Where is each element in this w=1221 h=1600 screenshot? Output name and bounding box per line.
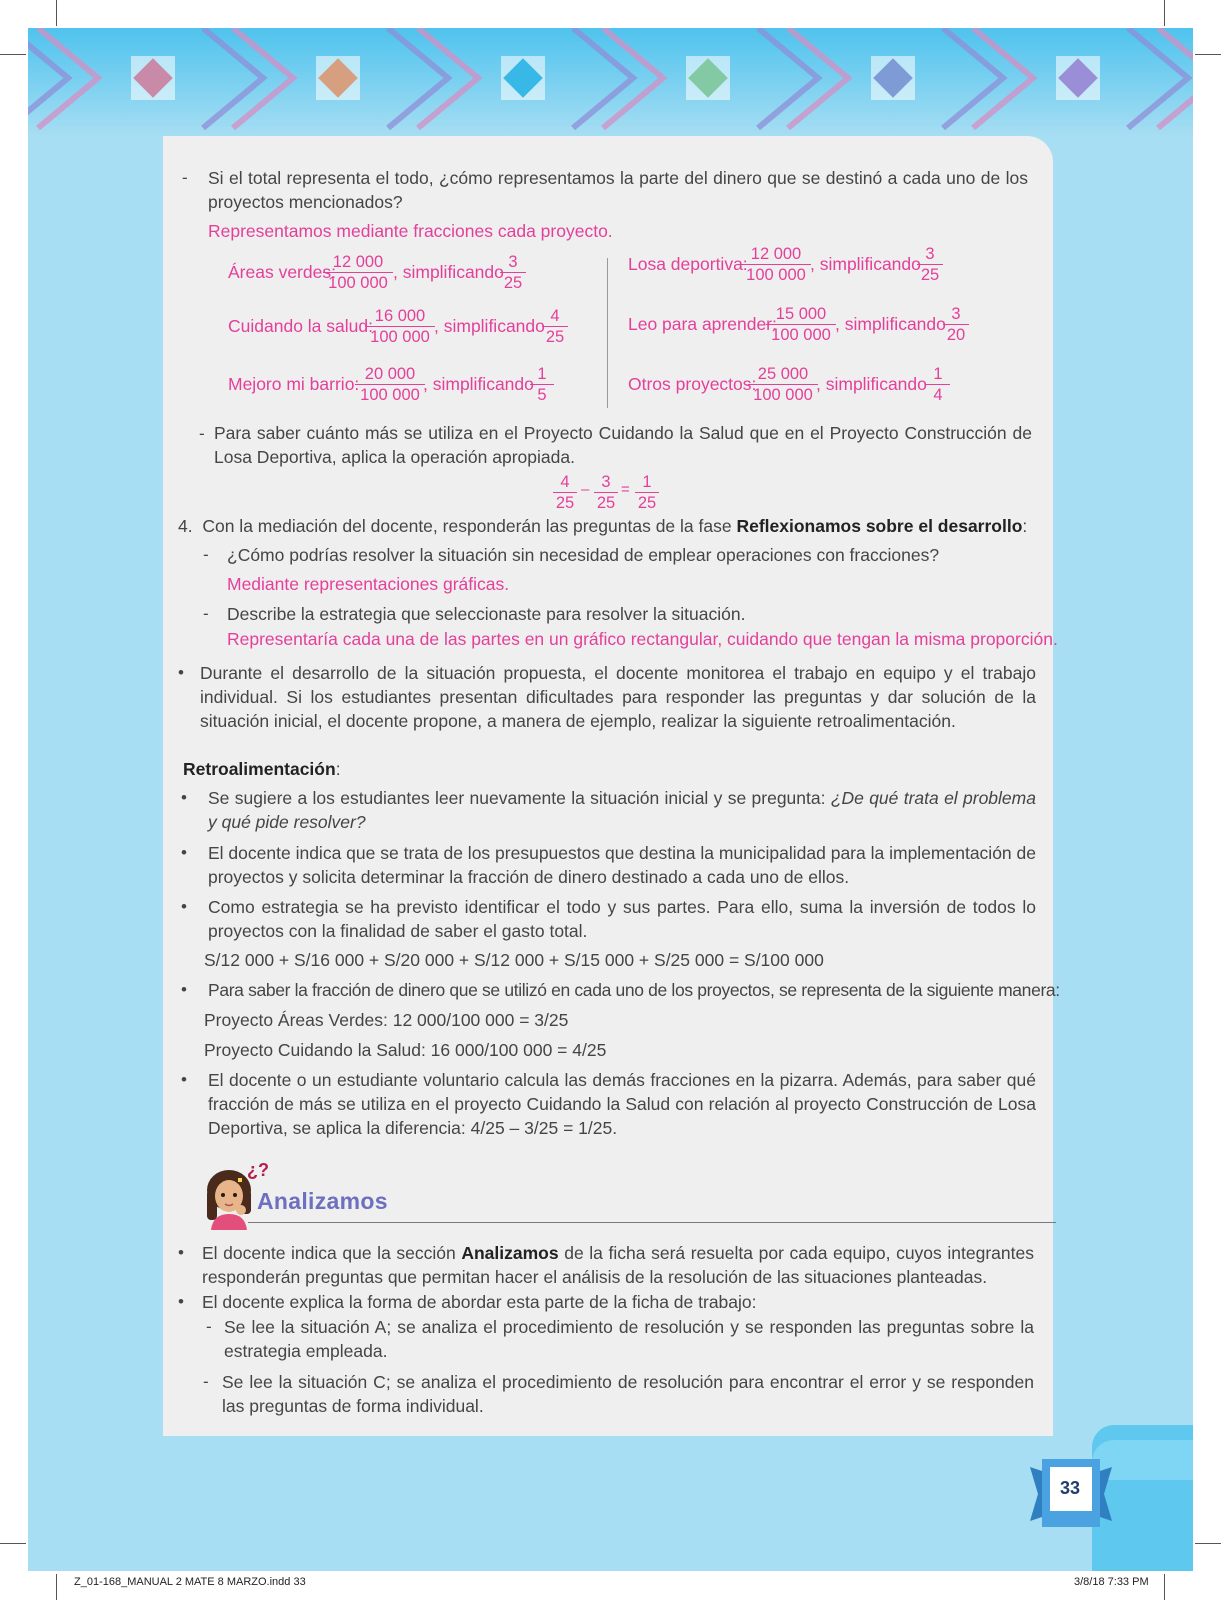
analizamos-sub-a: Se lee la situación A; se analiza el procedimiento de resolución y se responden las preguntas sobre la estrategia empleada. [224,1317,1034,1361]
denominator: 25 [555,494,575,512]
retro-item-4: Para saber la fracción de dinero que se utilizó en cada uno de los proyectos, se representa de la siguiente manera: [208,980,1060,1000]
denominator: 20 [946,326,966,344]
retro-item-3: Como estrategia se ha previsto identificar el todo y sus partes. Para ello, suma la inversión de todos lo proyectos con la finalidad de saber el gasto total. [208,897,1036,941]
denominator: 100 000 [360,386,420,404]
simplificando-text: , simplificando [810,254,921,274]
analizamos-sub-c: Se lee la situación C; se analiza el procedimiento de resolución para encontrar el error y se responden las preguntas de forma individual. [222,1372,1034,1416]
crop-mark [1164,1574,1165,1600]
numerator: 3 [594,472,618,493]
crop-mark [56,0,57,26]
answer-total: Representamos mediante fracciones cada proyecto. [208,221,613,241]
bullet: • [178,1243,184,1262]
bullet: • [181,788,187,807]
item-text: Con la mediación del docente, responderán las preguntas de la fase [202,516,732,536]
crop-mark [1164,0,1165,26]
question-graphic: ¿Cómo podrías resolver la situación sin necesidad de emplear operaciones con fracciones? [227,545,940,565]
retro-heading [183,757,341,781]
fraction-subtrahend [594,472,618,513]
denominator: 5 [537,386,547,404]
fraction [766,304,836,345]
an1-pre: El docente indica que la sección [202,1243,456,1263]
numerator: 3 [500,252,526,273]
fraction [748,364,818,405]
denominator: 25 [637,494,657,512]
dash-bullet: - [199,424,205,443]
denominator: 25 [596,494,616,512]
denominator: 25 [920,266,940,284]
item-4 [178,514,1027,538]
numerator: 3 [943,304,969,325]
denominator: 25 [503,274,523,292]
simplified-fraction [500,252,526,293]
denominator: 100 000 [370,328,430,346]
numerator: 1 [635,472,659,493]
retro-item-5: El docente o un estudiante voluntario calcula las demás fracciones en la pizarra. Además, para saber qué fracción de más se utiliza en el proyecto Cuidando la Salud con relación al proyecto Construcción de Losa Deportiva, se aplica la diferencia: 4/25 – 3/25 = 1/25. [208,1070,1036,1138]
numerator: 15 000 [766,304,836,325]
retro-item-1 [208,786,1036,834]
section-rule [248,1222,1056,1223]
bullet: • [178,1292,184,1311]
fraction-label: Otros proyectos: [628,374,757,394]
simplificando-text: , simplificando [835,314,946,334]
crop-mark [0,54,26,55]
item-bold: Reflexionamos sobre el desarrollo [736,516,1023,536]
decorative-banner [28,28,1193,138]
simplified-fraction [530,364,554,405]
numerator: 16 000 [365,306,435,327]
fraction-label: Áreas verdes: [228,262,336,282]
numerator: 4 [542,306,568,327]
denominator: 100 000 [771,326,831,344]
dash-bullet: - [203,604,209,623]
answer-graphic: Mediante representaciones gráficas. [227,574,510,594]
bullet: • [181,843,187,862]
retro-line-1: Proyecto Áreas Verdes: 12 000/100 000 = 3/25 [204,1010,569,1030]
simplified-fraction [917,244,943,285]
analizamos-item-2: El docente explica la forma de abordar esta parte de la ficha de trabajo: [202,1292,757,1312]
fraction-label: Cuidando la salud: [228,316,373,336]
numerator: 12 000 [741,244,811,265]
fraction [365,306,435,347]
dash-bullet: - [203,545,209,564]
fraction [355,364,425,405]
retro-colon: : [335,759,341,779]
analizamos-item-1 [202,1241,1034,1289]
simplificando-text: , simplificando [816,374,927,394]
column-divider [607,258,608,408]
simplified-fraction [943,304,969,345]
denominator: 25 [545,328,565,346]
bullet: • [178,663,184,682]
denominator: 100 000 [328,274,388,292]
item-suffix: : [1022,516,1028,536]
fraction [323,252,393,293]
denominator: 4 [933,386,943,404]
equals-sign: = [621,481,630,498]
paragraph-monitor: Durante el desarrollo de la situación propuesta, el docente monitorea el trabajo en equipo y el trabajo individual. Si los estudiantes presentan dificultades para responder las preguntas y dar solución de la situación inicial, el docente propone, a manera de ejemplo, realizar la siguiente retroalimentación. [200,663,1036,731]
numerator: 12 000 [323,252,393,273]
simplificando-text: , simplificando [434,316,545,336]
retro-line-2: Proyecto Cuidando la Salud: 16 000/100 000 = 4/25 [204,1040,607,1060]
simplificando-text: , simplificando [423,374,534,394]
dash-bullet: - [182,168,188,187]
denominator: 100 000 [746,266,806,284]
retro-item-1-question: ¿De qué trata el problema y qué pide resolver? [208,788,1036,832]
crop-mark [0,1543,26,1544]
retro-item-2: El docente indica que se trata de los presupuestos que destina la municipalidad para la implementación de proyectos y solicita determinar la fracción de dinero destinado a cada uno de ellos. [208,843,1036,887]
bullet: • [181,1070,187,1089]
footer-timestamp: 3/8/18 7:33 PM [1074,1576,1149,1588]
retro-sum: S/12 000 + S/16 000 + S/20 000 + S/12 000 + S/15 000 + S/25 000 = S/100 000 [204,950,824,970]
crop-mark [56,1574,57,1600]
an1-post: de la ficha será resuelta por cada equipo, cuyos integrantes responderán preguntas que permitan hacer el análisis de la resolución de las situaciones planteadas. [202,1243,1034,1287]
retro-item-1-text: Se sugiere a los estudiantes leer nuevamente la situación inicial y se pregunta: [208,788,826,808]
simplified-fraction [542,306,568,347]
numerator: 20 000 [355,364,425,385]
item-number: 4. [178,516,193,536]
numerator: 1 [530,364,554,385]
retro-title: Retroalimentación [183,759,336,779]
simplified-fraction [926,364,950,405]
question-marks: ¿? [247,1160,269,1180]
footer-file-name: Z_01-168_MANUAL 2 MATE 8 MARZO.indd 33 [74,1576,306,1588]
minus-sign: – [581,481,590,498]
question-total: Si el total representa el todo, ¿cómo representamos la parte del dinero que se destinó a cada uno de los proyectos mencionados? [208,168,1028,212]
dash-bullet: - [206,1317,212,1336]
answer-strategy: Representaría cada una de las partes en un gráfico rectangular, cuidando que tengan la misma proporción. [227,629,1058,649]
page-number: 33 [1059,1478,1081,1498]
numerator: 4 [553,472,577,493]
bullet: • [181,980,187,999]
numerator: 25 000 [748,364,818,385]
denominator: 100 000 [753,386,813,404]
fraction-minuend [553,472,577,513]
fraction [741,244,811,285]
crop-mark [1195,54,1221,55]
numerator: 3 [917,244,943,265]
question-difference: Para saber cuánto más se utiliza en el Proyecto Cuidando la Salud que en el Proyecto Construcción de Losa Deportiva, aplica la operación apropiada. [214,423,1032,467]
an1-bold: Analizamos [461,1243,559,1263]
fraction-result [635,472,659,513]
dash-bullet: - [203,1372,209,1391]
question-strategy: Describe la estrategia que seleccionaste para resolver la situación. [227,604,746,624]
numerator: 1 [926,364,950,385]
fraction-label: Leo para aprender: [628,314,777,334]
fraction-label: Losa deportiva: [628,254,748,274]
fraction-label: Mejoro mi barrio: [228,374,360,394]
crop-mark [1195,1543,1221,1544]
section-title-analizamos: Analizamos [257,1188,388,1214]
bullet: • [181,897,187,916]
simplificando-text: , simplificando [393,262,504,282]
